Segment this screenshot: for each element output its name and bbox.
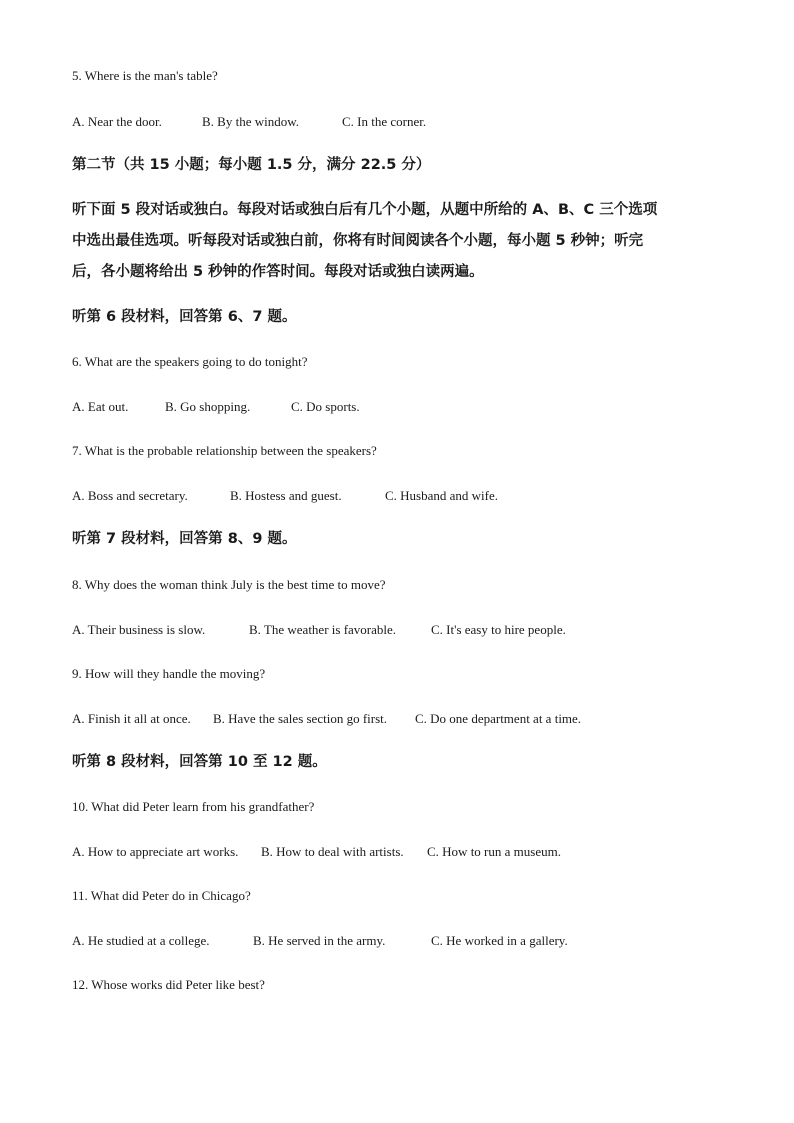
q6-option-c: C. Do sports. [291,399,360,414]
question-8-options [72,622,566,638]
question-9-options [72,711,581,727]
question-10-stem: 10. What did Peter learn from his grandfather? [72,799,315,814]
q9-option-c: C. Do one department at a time. [415,711,582,726]
question-6-stem: 6. What are the speakers going to do tonight? [72,354,308,369]
q10-option-b: B. How to deal with artists. [261,844,404,859]
q8-option-a: A. Their business is slow. [72,622,206,637]
q6-option-b: B. Go shopping. [165,399,251,414]
q5-option-a: A. Near the door. [72,114,162,129]
group-8-title: 听第 8 段材料，回答第 10 至 12 题。 [72,754,327,770]
q6-option-a: A. Eat out. [72,399,129,414]
question-7-stem: 7. What is the probable relationship between the speakers? [72,443,377,458]
q10-option-a: A. How to appreciate art works. [72,844,239,859]
q5-option-b: B. By the window. [202,114,300,129]
q7-option-a: A. Boss and secretary. [72,488,188,503]
q9-option-b: B. Have the sales section go first. [213,711,388,726]
q10-option-c: C. How to run a museum. [427,844,561,859]
question-11-options [72,933,568,949]
question-6-options [72,399,360,415]
q11-option-c: C. He worked in a gallery. [431,933,568,948]
q11-option-b: B. He served in the army. [253,933,386,948]
question-8-stem: 8. Why does the woman think July is the best time to move? [72,577,386,592]
question-10-options [72,844,561,860]
question-11-stem: 11. What did Peter do in Chicago? [72,888,251,903]
instruction-line-1: 听下面 5 段对话或独白。每段对话或独白后有几个小题，从题中所给的 A、B、C 三个选项 [72,202,658,218]
q8-option-c: C. It's easy to hire people. [431,622,566,637]
group-6-title: 听第 6 段材料，回答第 6、7 题。 [72,309,297,325]
instruction-line-3: 后，各小题将给出 5 秒钟的作答时间。每段对话或独白读两遍。 [72,264,484,280]
q7-option-b: B. Hostess and guest. [230,488,342,503]
question-5-stem: 5. Where is the man's table? [72,68,218,83]
question-5-options [72,114,426,130]
question-12-stem: 12. Whose works did Peter like best? [72,977,265,992]
q8-option-b: B. The weather is favorable. [249,622,397,637]
q5-option-c: C. In the corner. [342,114,427,129]
group-7-title: 听第 7 段材料，回答第 8、9 题。 [72,531,297,547]
question-7-options [72,488,498,504]
section-2-title: 第二节（共 15 小题；每小题 1.5 分，满分 22.5 分） [72,157,431,173]
question-9-stem: 9. How will they handle the moving? [72,666,266,681]
q11-option-a: A. He studied at a college. [72,933,210,948]
q7-option-c: C. Husband and wife. [385,488,499,503]
section-2-instructions [72,195,724,288]
q9-option-a: A. Finish it all at once. [72,711,191,726]
instruction-line-2: 中选出最佳选项。听每段对话或独白前，你将有时间阅读各个小题，每小题 5 秒钟；听完 [72,233,644,249]
